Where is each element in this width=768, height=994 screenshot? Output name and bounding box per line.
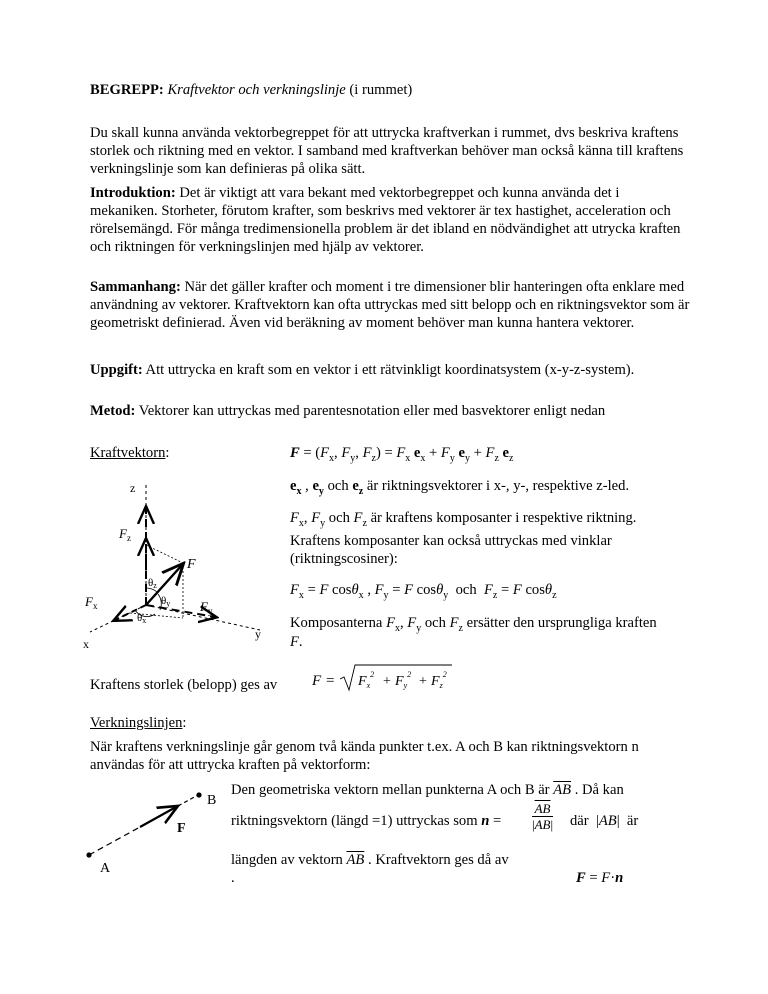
verkningslinje-text: När kraftens verkningslinje går genom två kända punkter t.ex. A och B kan riktningsvektorn n användas för att uttrycka kraften på vektorform: — [90, 739, 639, 773]
magnitude-formula — [310, 660, 470, 696]
theta-z-label: θz — [148, 577, 157, 590]
uppgift-label: Uppgift: — [90, 362, 143, 378]
point-a-marker — [86, 852, 91, 857]
section-sammanhang — [90, 278, 690, 332]
replace-line-1: Komposanterna $F_x$, $F_y$ och $F_z$ ersätter den ursprungliga kraften — [290, 615, 657, 634]
fx-label: $F_x$ — [85, 594, 98, 611]
vl-line2: riktningsvektorn (längd =1) uttryckas som n = — [231, 813, 502, 829]
svg-text:+: + — [383, 674, 391, 689]
kraftvektor-heading: Kraftvektorn: — [90, 445, 170, 461]
uppgift-text: Att uttrycka en kraft som en vektor i ett rätvinkligt koordinatsystem (x-y-z-system). — [145, 362, 635, 378]
replace-line-2: F. — [290, 634, 303, 650]
sammanhang-label: Sammanhang: — [90, 279, 181, 295]
force-label: F — [177, 821, 186, 836]
force-vector-diagram — [75, 470, 290, 655]
fz-label: $F_z$ — [119, 526, 131, 543]
vl-line1: Den geometriska vektorn mellan punkterna A och B är $\overline{AB}$ . Då kan — [231, 782, 624, 798]
metod-text: Vektorer kan uttryckas med parentesnotation eller med basvektorer enligt nedan — [138, 403, 606, 419]
svg-text:Fx2: $F_x^2$ — [358, 670, 375, 690]
section-metod — [90, 402, 605, 420]
components-line: $F_x$, $F_y$ och $F_z$ är kraftens komposanter i respektive riktning. — [290, 510, 637, 529]
header-scope: (i rummet) — [349, 82, 413, 98]
vl-dot: . — [231, 870, 235, 886]
point-b-label: B — [207, 793, 217, 808]
svg-text:Fy2: $F_y^2$ — [395, 670, 412, 690]
angles-text: Kraftens komposanter kan också uttryckas med vinklar (riktningscosiner): — [290, 533, 612, 567]
section-introduktion — [90, 184, 690, 256]
svg-text:=: = — [326, 673, 335, 689]
svg-text:+: + — [419, 674, 427, 689]
cosine-formulas: $F_x = F$ cosθ$_x$ , $F_y = F$ cosθ$_y$ och $F_z = F$ cosθ$_z$ — [290, 582, 557, 601]
fy-label: $F_y$ — [200, 599, 213, 616]
introduktion-label: Introduktion: — [90, 185, 176, 201]
verkningslinje-heading: Verkningslinjen: — [90, 715, 187, 731]
vl-line2-end: där |AB| är — [570, 813, 639, 829]
header — [90, 81, 412, 99]
header-label: BEGREPP: — [90, 82, 164, 98]
f-equals-f-n: F = F·n — [576, 870, 624, 886]
theta-y-label: θy — [161, 595, 171, 608]
intro-paragraph: Du skall kunna använda vektorbegreppet för att uttrycka kraftverkan i rummet, dvs beskriva kraftens storlek och riktning med en vektor. I samband med kraftverkan behöver man också känna till kraftens verkningslinje som kan definieras på olika sätt. — [90, 125, 684, 177]
f-label: F — [187, 557, 196, 572]
axis-z-label: z — [130, 481, 136, 495]
theta-x-label: θx — [137, 612, 147, 625]
section-uppgift — [90, 361, 634, 379]
point-b-marker — [196, 792, 201, 797]
introduktion-text: Det är viktigt att vara bekant med vektorbegreppet och kunna använda det i mekaniken. Storheter, förutom krafter, som beskrivs med vektorer är tex hastighet, acceleration och rörelsemängd. För många tredimensionella problem är det ibland en nödvändighet att utrycka kraften och riktningen för verkningslinjen med hjälp av vektorer. — [90, 185, 681, 255]
n-fraction: $\overline{AB}$ |AB| — [532, 801, 554, 832]
magnitude-label: Kraftens storlek (belopp) ges av — [90, 677, 278, 693]
svg-text:Fz2: $F_z^2$ — [431, 670, 447, 690]
basis-vectors-line: $e_x$ , $e_y$ och $e_z$ är riktningsvektorer i x-, y-, respektive z-led. — [290, 478, 630, 497]
axis-x-label: x — [83, 637, 89, 651]
header-topic: Kraftvektor och verkningslinje — [167, 82, 346, 98]
point-a-label: A — [100, 861, 111, 876]
sammanhang-text: När det gäller krafter och moment i tre dimensioner blir hanteringen ofta enklare med användning av vektorer. Kraftvektorn kan ofta uttryckas med sitt belopp och en riktningsvektor som är geometriskt definierad. Även vid beräkning av moment behöver man kunna hantera vektorer. — [90, 279, 690, 331]
vector-formula: $F = (F_x$, $F_y$, $F_z) = F_x$ $e_x + F_y$ $e_y + F_z$ $e_z$ — [290, 445, 514, 464]
force-arrow — [140, 807, 176, 827]
metod-label: Metod: — [90, 403, 136, 419]
action-line-diagram — [78, 780, 228, 880]
axis-y-label: y — [255, 627, 261, 641]
vl-line3: längden av vektorn $\overline{AB}$ . Kraftvektorn ges då av — [231, 852, 509, 868]
svg-text:F: F — [312, 673, 322, 689]
